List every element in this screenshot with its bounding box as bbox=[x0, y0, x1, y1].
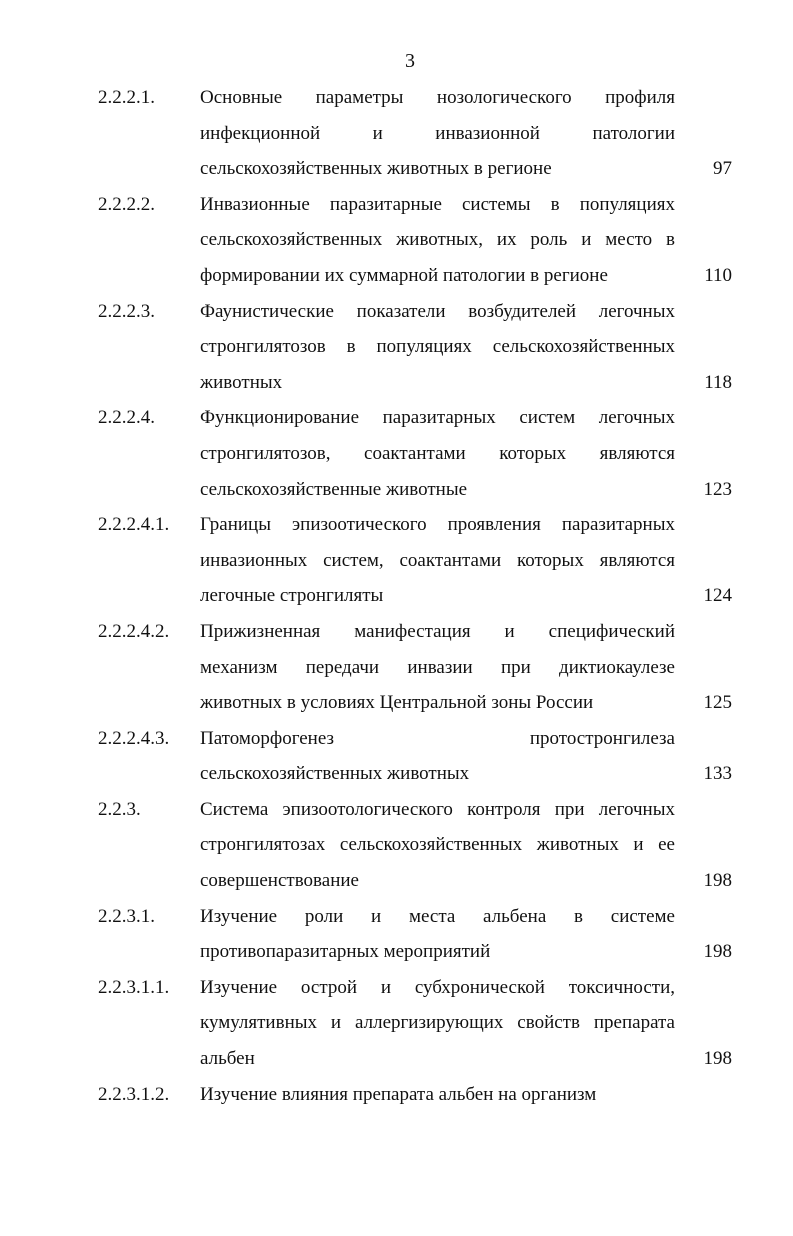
section-number: 2.2.2.3. bbox=[98, 300, 155, 322]
section-title-line: Патоморфогенез протостронгилеза bbox=[200, 727, 675, 749]
section-title-line: противопаразитарных мероприятий bbox=[200, 941, 491, 963]
page-reference: 133 bbox=[703, 763, 732, 785]
section-title bbox=[200, 187, 675, 294]
section-title-line: альбен bbox=[200, 1048, 255, 1070]
section-title bbox=[200, 614, 675, 721]
section-number: 2.2.2.4.1. bbox=[98, 514, 170, 536]
section-number: 2.2.3.1.2. bbox=[98, 1083, 170, 1105]
page-reference: 123 bbox=[703, 478, 732, 500]
section-number: 2.2.2.4.3. bbox=[98, 727, 170, 749]
toc-entry bbox=[98, 1077, 738, 1113]
section-title bbox=[200, 400, 675, 507]
section-title bbox=[200, 721, 675, 792]
section-title bbox=[200, 899, 675, 970]
section-title-line: сельскохозяйственные животные bbox=[200, 478, 468, 500]
toc-entry bbox=[98, 187, 738, 294]
section-title-line: Основные параметры нозологического профиля bbox=[200, 87, 675, 108]
page-reference: 124 bbox=[703, 585, 732, 607]
section-title bbox=[200, 80, 675, 187]
section-title-line: сельскохозяйственных животных, их роль и место в bbox=[200, 229, 675, 251]
section-title bbox=[200, 970, 675, 1077]
section-title-line: инвазионных систем, соактантами которых являются bbox=[200, 549, 675, 571]
toc-entry bbox=[98, 614, 738, 721]
section-title-line: инфекционной и инвазионной патологии bbox=[200, 122, 675, 144]
section-title-line: сельскохозяйственных животных в регионе bbox=[200, 158, 552, 180]
toc-entry bbox=[98, 792, 738, 899]
section-title-line: кумулятивных и аллергизирующих свойств препарата bbox=[200, 1012, 675, 1034]
section-number: 2.2.2.2. bbox=[98, 193, 155, 215]
section-title-line: Фаунистические показатели возбудителей легочных bbox=[200, 300, 675, 322]
page-reference: 97 bbox=[713, 158, 732, 180]
toc-entry bbox=[98, 507, 738, 614]
page-reference: 110 bbox=[704, 264, 732, 286]
table-of-contents bbox=[98, 80, 738, 1112]
page-reference: 198 bbox=[703, 870, 732, 892]
section-title-line: животных bbox=[200, 371, 283, 393]
toc-entry bbox=[98, 721, 738, 792]
section-number: 2.2.2.4.2. bbox=[98, 620, 170, 642]
section-title-line: формировании их суммарной патологии в регионе bbox=[200, 264, 608, 286]
section-title-line: совершенствование bbox=[200, 870, 359, 892]
section-title-line: Изучение влияния препарата альбен на организм bbox=[200, 1083, 597, 1105]
section-number: 2.2.2.1. bbox=[98, 87, 155, 108]
section-title-line: Границы эпизоотического проявления паразитарных bbox=[200, 514, 675, 536]
toc-entry bbox=[98, 970, 738, 1077]
section-title-line: стронгилятозах сельскохозяйственных животных и ее bbox=[200, 834, 675, 856]
section-title-line: стронгилятозов, соактантами которых являются bbox=[200, 442, 675, 464]
section-number: 2.2.2.4. bbox=[98, 407, 155, 429]
section-title-line: Изучение роли и места альбена в системе bbox=[200, 905, 675, 927]
toc-entry bbox=[98, 294, 738, 401]
page-number: 3 bbox=[405, 50, 415, 72]
section-number: 2.2.3.1. bbox=[98, 905, 155, 927]
section-title-line: животных в условиях Центральной зоны России bbox=[200, 692, 594, 714]
section-title bbox=[200, 1077, 675, 1113]
section-title bbox=[200, 294, 675, 401]
section-number: 2.2.3.1.1. bbox=[98, 976, 170, 998]
page-reference: 118 bbox=[704, 371, 732, 393]
page-reference: 198 bbox=[703, 941, 732, 963]
section-title-line: стронгилятозов в популяциях сельскохозяйственных bbox=[200, 336, 675, 358]
toc-entry bbox=[98, 80, 738, 187]
section-title-line: легочные стронгиляты bbox=[200, 585, 384, 607]
section-title bbox=[200, 507, 675, 614]
section-title-line: Прижизненная манифестация и специфический bbox=[200, 620, 675, 642]
section-title-line: Изучение острой и субхронической токсичности, bbox=[200, 976, 675, 998]
section-title bbox=[200, 792, 675, 899]
toc-entry bbox=[98, 899, 738, 970]
section-number: 2.2.3. bbox=[98, 798, 141, 820]
section-title-line: Инвазионные паразитарные системы в популяциях bbox=[200, 193, 675, 215]
page-reference: 125 bbox=[703, 692, 732, 714]
toc-entry bbox=[98, 400, 738, 507]
section-title-line: механизм передачи инвазии при диктиокаулезе bbox=[200, 656, 675, 678]
section-title-line: Функционирование паразитарных систем легочных bbox=[200, 407, 675, 429]
section-title-line: Система эпизоотологического контроля при легочных bbox=[200, 798, 675, 820]
section-title-line: сельскохозяйственных животных bbox=[200, 763, 470, 785]
page-reference: 198 bbox=[703, 1048, 732, 1070]
